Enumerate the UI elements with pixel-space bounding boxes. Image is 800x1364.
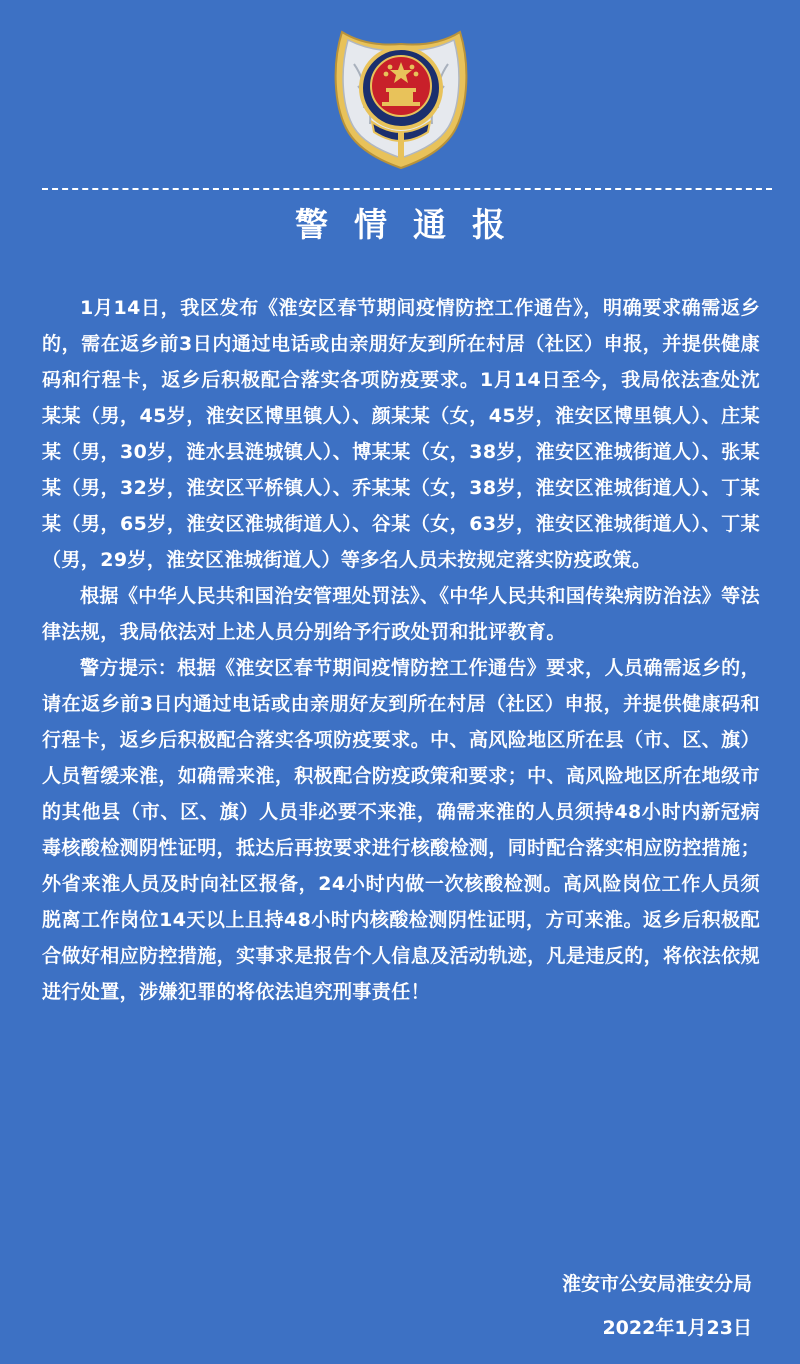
dashed-divider	[42, 188, 772, 190]
notice-title: 警情通报	[295, 205, 531, 244]
signature-block	[352, 1262, 752, 1350]
issue-date: 2022年1月23日	[602, 1317, 752, 1339]
notice-paragraph: 根据《中华人民共和国治安管理处罚法》、《中华人民共和国传染病防治法》等法律法规，我局依法对上述人员分别给予行政处罚和批评教育。	[42, 585, 760, 643]
notice-paragraph: 1月14日，我区发布《淮安区春节期间疫情防控工作通告》，明确要求确需返乡的，需在返乡前3日内通过电话或由亲朋好友到所在村居（社区）申报，并提供健康码和行程卡，返乡后积极配合落实各项防疫要求。1月14日至今，我局依法查处沈某某（男，45岁，淮安区博里镇人）、颜某某（女，45岁，淮安区博里镇人）、庄某某（男，30岁，涟水县涟城镇人）、博某某（女，38岁，淮安区淮城街道人）、张某某（男，32岁，淮安区平桥镇人）、乔某某（女，38岁，淮安区淮城街道人）、丁某某（男，65岁，淮安区淮城街道人）、谷某（女，63岁，淮安区淮城街道人）、丁某（男，29岁，淮安区淮城街道人）等多名人员未按规定落实防疫政策。	[42, 297, 760, 571]
issuer-name: 淮安市公安局淮安分局	[561, 1273, 752, 1295]
police-emblem-icon	[328, 24, 474, 172]
notice-body	[42, 290, 760, 1010]
notice-paragraph: 警方提示：根据《淮安区春节期间疫情防控工作通告》要求，人员确需返乡的，请在返乡前3日内通过电话或由亲朋好友到所在村居（社区）申报，并提供健康码和行程卡，返乡后积极配合落实各项防疫要求。中、高风险地区所在县（市、区、旗）人员暂缓来淮，如确需来淮，积极配合防疫政策和要求；中、高风险地区所在地级市的其他县（市、区、旗）人员非必要不来淮，确需来淮的人员须持48小时内新冠病毒核酸检测阴性证明，抵达后再按要求进行核酸检测，同时配合落实相应防控措施；外省来淮人员及时向社区报备，24小时内做一次核酸检测。高风险岗位工作人员须脱离工作岗位14天以上且持48小时内核酸检测阴性证明，方可来淮。返乡后积极配合做好相应防控措施，实事求是报告个人信息及活动轨迹，凡是违反的，将依法依规进行处置，涉嫌犯罪的将依法追究刑事责任！	[42, 657, 760, 1003]
